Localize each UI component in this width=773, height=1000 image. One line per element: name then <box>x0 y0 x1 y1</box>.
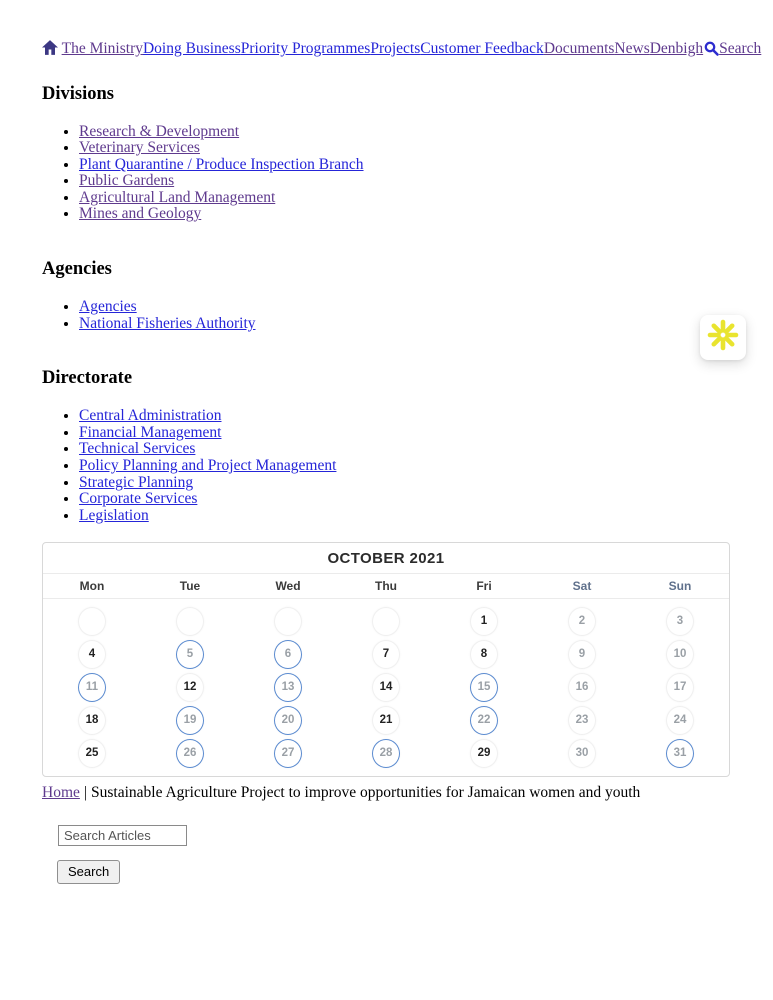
events-calendar <box>42 542 730 777</box>
calendar-day-30[interactable]: 30 <box>568 739 596 768</box>
nav-link-customer-feedback[interactable]: Customer Feedback <box>420 40 544 57</box>
list-item <box>79 140 731 157</box>
link-agencies[interactable]: Agencies <box>79 298 137 316</box>
calendar-day-15[interactable]: 15 <box>470 673 498 702</box>
weekday-label-tue: Tue <box>179 579 201 594</box>
calendar-day-cell[interactable] <box>533 672 631 702</box>
list-item <box>79 124 731 141</box>
calendar-day-cell[interactable] <box>43 639 141 669</box>
calendar-day-cell[interactable] <box>239 738 337 768</box>
link-technical-services[interactable]: Technical Services <box>79 440 196 458</box>
calendar-day-cell[interactable] <box>141 705 239 735</box>
breadcrumb <box>42 784 731 802</box>
calendar-day-3[interactable]: 3 <box>666 607 694 636</box>
calendar-day-7[interactable]: 7 <box>372 640 400 669</box>
calendar-day-1[interactable]: 1 <box>470 607 498 636</box>
nav-link-documents[interactable]: Documents <box>543 40 615 57</box>
weekday-label-sun: Sun <box>668 579 692 594</box>
link-legislation[interactable]: Legislation <box>79 506 149 524</box>
calendar-day-19[interactable]: 19 <box>176 706 204 735</box>
link-research-development[interactable]: Research & Development <box>79 122 240 140</box>
calendar-day-cell[interactable] <box>631 672 729 702</box>
calendar-day-cell[interactable] <box>141 672 239 702</box>
nav-link-projects[interactable]: Projects <box>370 40 421 57</box>
link-central-administration[interactable]: Central Administration <box>79 407 222 425</box>
link-financial-management[interactable]: Financial Management <box>79 423 222 441</box>
calendar-day-cell[interactable] <box>631 705 729 735</box>
link-plant-quarantine-produce-inspection-branch[interactable]: Plant Quarantine / Produce Inspection Branch <box>79 155 364 173</box>
calendar-day-5[interactable]: 5 <box>176 640 204 669</box>
weekday-label-fri: Fri <box>476 579 492 594</box>
calendar-day-29[interactable]: 29 <box>470 739 498 768</box>
list-item <box>79 206 731 223</box>
empty-day-circle <box>176 607 204 636</box>
calendar-day-23[interactable]: 23 <box>568 706 596 735</box>
calendar-day-31[interactable]: 31 <box>666 739 694 768</box>
link-national-fisheries-authority[interactable]: National Fisheries Authority <box>79 314 256 332</box>
calendar-day-21[interactable]: 21 <box>372 706 400 735</box>
section-directorate <box>42 368 731 524</box>
sections <box>42 84 731 525</box>
nav-link-doing-business[interactable]: Doing Business <box>142 40 241 57</box>
calendar-day-cell[interactable] <box>435 705 533 735</box>
asterisk-icon <box>707 319 739 356</box>
calendar-grid <box>43 599 729 776</box>
calendar-day-27[interactable]: 27 <box>274 739 302 768</box>
calendar-day-10[interactable]: 10 <box>666 640 694 669</box>
calendar-day-cell[interactable] <box>435 639 533 669</box>
list-item <box>79 475 731 492</box>
section-agencies <box>42 259 731 332</box>
top-nav <box>42 40 762 61</box>
calendar-day-cell[interactable] <box>533 639 631 669</box>
home-icon[interactable] <box>42 40 58 55</box>
link-agricultural-land-management[interactable]: Agricultural Land Management <box>79 188 276 206</box>
calendar-day-cell[interactable] <box>631 738 729 768</box>
search-articles-button[interactable]: Search <box>57 860 120 884</box>
calendar-day-cell[interactable] <box>435 606 533 636</box>
calendar-day-9[interactable]: 9 <box>568 640 596 669</box>
list-item <box>79 508 731 525</box>
calendar-day-cell[interactable] <box>43 705 141 735</box>
calendar-day-cell[interactable] <box>239 672 337 702</box>
list-item <box>79 173 731 190</box>
calendar-empty-cell <box>337 606 435 636</box>
list-item <box>79 491 731 508</box>
empty-day-circle <box>78 607 106 636</box>
page-title: Sustainable Agriculture Project to improve opportunities for Jamaican women and youth <box>91 784 641 802</box>
link-mines-and-geology[interactable]: Mines and Geology <box>79 205 202 223</box>
calendar-day-14[interactable]: 14 <box>372 673 400 702</box>
calendar-day-cell[interactable] <box>43 672 141 702</box>
floating-widget[interactable] <box>700 315 746 360</box>
list-item <box>79 408 731 425</box>
weekday-label-mon: Mon <box>79 579 105 594</box>
nav-link-news[interactable]: News <box>614 40 650 57</box>
calendar-day-cell[interactable] <box>533 738 631 768</box>
calendar-day-cell[interactable] <box>337 705 435 735</box>
calendar-empty-cell <box>141 606 239 636</box>
calendar-day-cell[interactable] <box>337 738 435 768</box>
list-item <box>79 441 731 458</box>
link-strategic-planning[interactable]: Strategic Planning <box>79 473 194 491</box>
home-link[interactable]: Home <box>42 784 80 802</box>
calendar-title: OCTOBER 2021 <box>43 543 729 574</box>
list-item <box>79 316 731 333</box>
section-list-directorate <box>42 408 731 524</box>
link-public-gardens[interactable]: Public Gardens <box>79 172 175 190</box>
section-heading-divisions: Divisions <box>42 83 114 104</box>
calendar-day-8[interactable]: 8 <box>470 640 498 669</box>
link-policy-planning-and-project-management[interactable]: Policy Planning and Project Management <box>79 457 337 475</box>
section-list-divisions <box>42 124 731 224</box>
calendar-day-cell[interactable] <box>43 738 141 768</box>
link-corporate-services[interactable]: Corporate Services <box>79 490 198 508</box>
calendar-day-cell[interactable] <box>337 672 435 702</box>
calendar-day-20[interactable]: 20 <box>274 706 302 735</box>
calendar-day-26[interactable]: 26 <box>176 739 204 768</box>
list-item <box>79 157 731 174</box>
nav-link-search[interactable]: Search <box>719 40 762 57</box>
calendar-empty-cell <box>239 606 337 636</box>
calendar-day-cell[interactable] <box>435 672 533 702</box>
calendar-day-4[interactable]: 4 <box>78 640 106 669</box>
nav-links <box>62 40 704 57</box>
list-item <box>79 299 731 316</box>
calendar-weekday-row <box>43 574 729 599</box>
calendar-day-cell[interactable] <box>631 606 729 636</box>
nav-link-denbigh[interactable]: Denbigh <box>649 40 704 57</box>
section-divisions <box>42 84 731 224</box>
calendar-day-6[interactable]: 6 <box>274 640 302 669</box>
calendar-day-cell[interactable] <box>533 606 631 636</box>
search-articles-input[interactable] <box>58 825 187 846</box>
nav-link-priority-programmes[interactable]: Priority Programmes <box>240 40 371 57</box>
calendar-empty-cell <box>43 606 141 636</box>
list-item <box>79 190 731 207</box>
breadcrumb-separator: | <box>83 784 87 802</box>
calendar-day-13[interactable]: 13 <box>274 673 302 702</box>
calendar-day-16[interactable]: 16 <box>568 673 596 702</box>
section-heading-directorate: Directorate <box>42 368 133 389</box>
section-list-agencies <box>42 299 731 332</box>
calendar-day-25[interactable]: 25 <box>78 739 106 768</box>
calendar-day-12[interactable]: 12 <box>176 673 204 702</box>
list-item <box>79 458 731 475</box>
calendar-day-cell[interactable] <box>533 705 631 735</box>
search-icon[interactable] <box>704 41 719 61</box>
calendar-day-18[interactable]: 18 <box>78 706 106 735</box>
calendar-day-cell[interactable] <box>337 639 435 669</box>
calendar-day-11[interactable]: 11 <box>78 673 106 702</box>
weekday-label-wed: Wed <box>275 579 301 594</box>
nav-link-the-ministry[interactable]: The Ministry <box>61 40 143 57</box>
calendar-day-2[interactable]: 2 <box>568 607 596 636</box>
calendar-day-cell[interactable] <box>141 639 239 669</box>
calendar-day-24[interactable]: 24 <box>666 706 694 735</box>
calendar-day-cell[interactable] <box>239 705 337 735</box>
weekday-label-sat: Sat <box>572 579 592 594</box>
link-veterinary-services[interactable]: Veterinary Services <box>79 139 200 157</box>
calendar-day-17[interactable]: 17 <box>666 673 694 702</box>
calendar-day-cell[interactable] <box>239 639 337 669</box>
calendar-day-cell[interactable] <box>141 738 239 768</box>
list-item <box>79 425 731 442</box>
calendar-day-28[interactable]: 28 <box>372 739 400 768</box>
empty-day-circle <box>274 607 302 636</box>
calendar-day-cell[interactable] <box>435 738 533 768</box>
empty-day-circle <box>372 607 400 636</box>
weekday-label-thu: Thu <box>375 579 397 594</box>
section-heading-agencies: Agencies <box>42 259 112 280</box>
calendar-day-cell[interactable] <box>631 639 729 669</box>
calendar-day-22[interactable]: 22 <box>470 706 498 735</box>
